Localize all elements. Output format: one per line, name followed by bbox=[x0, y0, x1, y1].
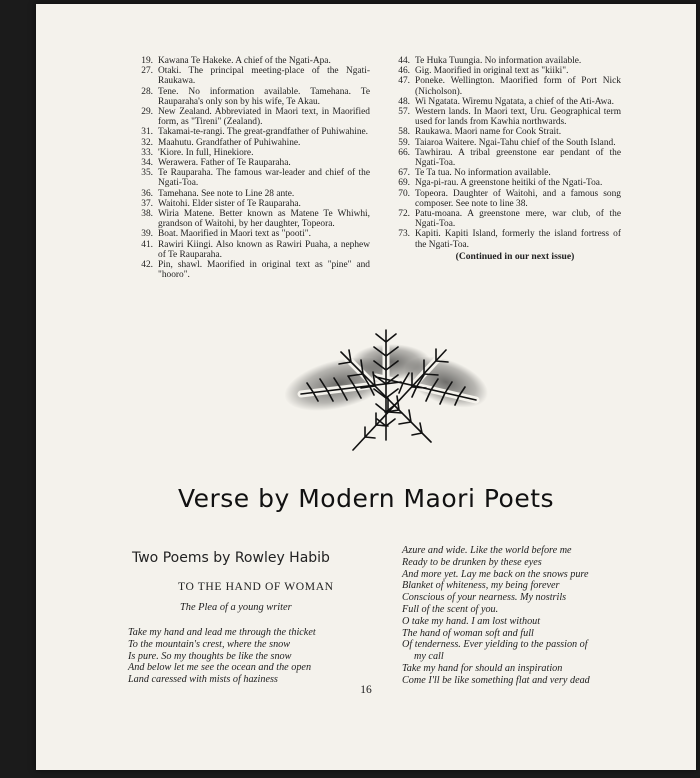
poem-line: Azure and wide. Like the world before me bbox=[402, 545, 572, 556]
note-text: Kapiti. Kapiti Island, formerly the island fortress of the Ngati-Toa. bbox=[415, 229, 621, 250]
note-number: 58. bbox=[398, 127, 410, 138]
note-item bbox=[389, 178, 621, 188]
note-text: Otaki. The principal meeting-place of the Ngati-Raukawa. bbox=[158, 66, 370, 87]
note-number: 67. bbox=[398, 168, 410, 179]
note-text: Te Rauparaha. The famous war-leader and chief of the Ngati-Toa. bbox=[158, 168, 370, 189]
note-item bbox=[389, 76, 621, 96]
note-text: Tamehana. See note to Line 28 ante. bbox=[158, 188, 295, 199]
poem-line: Come I'll be like something flat and very dead bbox=[402, 674, 590, 686]
note-item bbox=[132, 127, 370, 137]
note-text: Topeora. Daughter of Waitohi, and a famous song composer. See note to line 38. bbox=[415, 188, 621, 209]
note-text: Taiaroa Waitere. Ngai-Tahu chief of the South Island. bbox=[415, 137, 616, 148]
poem-line: Ready to be drunken by these eyes bbox=[402, 556, 542, 568]
notes-column-left bbox=[132, 56, 370, 280]
note-text: Maahutu. Grandfather of Puhiwahine. bbox=[158, 137, 301, 148]
note-text: Nga-pi-rau. A greenstone heitiki of the Ngati-Toa. bbox=[415, 178, 603, 189]
note-number: 69. bbox=[398, 178, 410, 189]
poem-line: Land caressed with mists of haziness bbox=[128, 674, 278, 686]
poem-title: TO THE HAND OF WOMAN bbox=[178, 580, 334, 593]
note-item bbox=[389, 138, 621, 148]
note-number: 19. bbox=[141, 56, 153, 66]
note-text: Takamai-te-rangi. The great-grandfather of Puhiwahine. bbox=[158, 127, 369, 138]
magazine-page bbox=[36, 4, 696, 770]
note-item bbox=[389, 107, 621, 127]
note-item bbox=[389, 56, 621, 66]
note-text: Western lands. In Maori text, Uru. Geographical term used for lands from Kawhia northwards. bbox=[415, 107, 621, 128]
note-number: 32. bbox=[141, 137, 153, 148]
note-text: Rawiri Kiingi. Also known as Rawiri Puaha, a nephew of Te Rauparaha. bbox=[158, 239, 370, 260]
note-text: Boat. Maorified in Maori text as "pooti". bbox=[158, 229, 311, 240]
poem-verse-left bbox=[128, 627, 398, 686]
note-text: New Zealand. Abbreviated in Maori text, in Maorified form, as "Tireni" (Zealand). bbox=[158, 107, 370, 128]
note-item bbox=[132, 168, 370, 188]
note-text: Gig. Maorified in original text as "kiiki". bbox=[415, 66, 569, 77]
note-number: 41. bbox=[141, 239, 153, 250]
poem-line: Blanket of whiteness, my being forever bbox=[402, 580, 560, 592]
note-text: Pin, shawl. Maorified in original text as "pine" and "hooro". bbox=[158, 260, 370, 281]
poem-line: Take my hand for should an inspiration bbox=[402, 662, 563, 674]
note-item bbox=[132, 189, 370, 199]
note-item bbox=[389, 66, 621, 76]
note-number: 28. bbox=[141, 86, 153, 97]
note-number: 44. bbox=[398, 56, 410, 66]
poem-verse-right bbox=[402, 545, 672, 687]
note-item bbox=[389, 229, 621, 249]
poem-line: O take my hand. I am lost without bbox=[402, 615, 541, 627]
note-number: 59. bbox=[398, 137, 410, 148]
note-item bbox=[132, 158, 370, 168]
note-number: 42. bbox=[141, 260, 153, 271]
note-item bbox=[132, 209, 370, 229]
note-text: Tene. No information available. Tamehana. Te Rauparaha's only son by his wife, Te Akau. bbox=[158, 86, 370, 107]
note-item bbox=[389, 168, 621, 178]
page-number: 16 bbox=[360, 684, 372, 696]
note-text: Wiria Matene. Better known as Matene Te Whiwhi, grandson of Waitohi, by her daughter, Topeora. bbox=[158, 209, 370, 230]
note-text: Kawana Te Hakeke. A chief of the Ngati-Apa. bbox=[158, 56, 331, 66]
note-item bbox=[132, 56, 370, 66]
poem-line: To the mountain's crest, where the snow bbox=[128, 638, 291, 650]
note-number: 46. bbox=[398, 66, 410, 77]
poem-line: And more yet. Lay me back on the snows pure bbox=[402, 568, 589, 580]
note-number: 31. bbox=[141, 127, 153, 138]
poem-section-title: Two Poems by Rowley Habib bbox=[132, 550, 330, 566]
note-item bbox=[132, 199, 370, 209]
note-number: 70. bbox=[398, 188, 410, 199]
poem-line: my call bbox=[414, 651, 444, 663]
continued-notice: (Continued in our next issue) bbox=[455, 250, 575, 262]
note-item bbox=[132, 107, 370, 127]
note-item bbox=[132, 138, 370, 148]
poem-line: Conscious of your nearness. My nostrils bbox=[402, 592, 567, 604]
poem-line: Full of the scent of you. bbox=[402, 603, 499, 615]
note-text: Patu-moana. A greenstone mere, war club, of the Ngati-Toa. bbox=[415, 209, 621, 230]
note-number: 37. bbox=[141, 198, 153, 209]
note-item bbox=[132, 240, 370, 260]
note-text: Raukawa. Maori name for Cook Strait. bbox=[415, 127, 562, 138]
poem-column-left bbox=[128, 550, 398, 686]
note-item bbox=[132, 148, 370, 158]
note-text: Waitohi. Elder sister of Te Rauparaha. bbox=[158, 198, 301, 209]
note-number: 47. bbox=[398, 76, 410, 87]
note-text: Te Ta tua. No information available. bbox=[415, 168, 551, 179]
note-number: 29. bbox=[141, 107, 153, 118]
note-text: Werawera. Father of Te Rauparaha. bbox=[158, 158, 291, 169]
note-number: 34. bbox=[141, 158, 153, 169]
note-number: 38. bbox=[141, 209, 153, 220]
note-item bbox=[132, 87, 370, 107]
poem-epigraph: The Plea of a young writer bbox=[180, 602, 292, 613]
note-number: 33. bbox=[141, 147, 153, 158]
poem-column-right bbox=[402, 545, 672, 687]
note-text: Tawhirau. A tribal greenstone ear pendant of the Ngati-Toa. bbox=[415, 147, 621, 169]
note-text: Te Huka Tuungia. No information available. bbox=[415, 56, 582, 66]
note-number: 27. bbox=[141, 66, 153, 77]
note-item bbox=[132, 229, 370, 239]
poem-line: Of tenderness. Ever yielding to the passion of bbox=[402, 639, 588, 651]
note-item bbox=[389, 127, 621, 137]
note-item bbox=[389, 148, 621, 168]
note-number: 39. bbox=[141, 229, 153, 240]
note-number: 36. bbox=[141, 188, 153, 199]
note-item bbox=[389, 97, 621, 107]
note-number: 57. bbox=[398, 107, 410, 118]
poem-line: And below let me see the ocean and the open bbox=[128, 662, 312, 674]
note-item bbox=[132, 260, 370, 280]
poem-line: Take my hand and lead me through the thicket bbox=[128, 627, 316, 638]
note-number: 73. bbox=[398, 229, 410, 240]
note-item bbox=[389, 189, 621, 209]
note-number: 35. bbox=[141, 168, 153, 179]
note-text: Wi Ngatata. Wiremu Ngatata, a chief of the Ati-Awa. bbox=[415, 96, 614, 107]
poem-line: Is pure. So my thoughts be like the snow bbox=[128, 650, 292, 662]
note-number: 72. bbox=[398, 209, 410, 220]
fern-frond-ornament-icon bbox=[281, 322, 491, 467]
poem-line: The hand of woman soft and full bbox=[402, 627, 534, 639]
section-heading: Verse by Modern Maori Poets bbox=[177, 484, 555, 513]
note-number: 66. bbox=[398, 147, 410, 158]
note-text: Poneke. Wellington. Maorified form of Port Nick (Nicholson). bbox=[415, 76, 621, 97]
notes-column-right bbox=[389, 56, 621, 262]
note-number: 48. bbox=[398, 96, 410, 107]
note-item bbox=[132, 66, 370, 86]
note-item bbox=[389, 209, 621, 229]
note-text: 'Kiore. In full, Hinekiore. bbox=[158, 147, 254, 158]
